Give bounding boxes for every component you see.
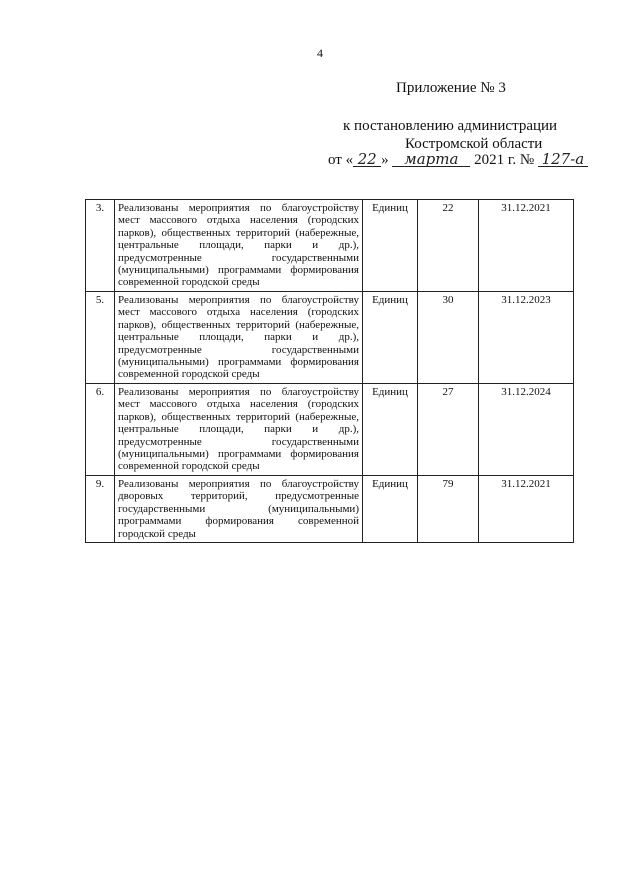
row-date: 31.12.2021 (479, 200, 574, 292)
appendix-title: Приложение № 3 (396, 80, 506, 96)
row-description: Реализованы мероприятия по благоустройству мест массового отдыха населения (городских парков), общественных территорий (набережные, центральные площади, парки и др.), предусмотренные государственными (муниципальными) программами формирования современной городской среды (115, 200, 363, 292)
row-unit: Единиц (363, 292, 418, 384)
row-unit: Единиц (363, 384, 418, 476)
indicators-table (85, 199, 574, 543)
row-value: 27 (418, 384, 479, 476)
row-date: 31.12.2024 (479, 384, 574, 476)
row-value: 22 (418, 200, 479, 292)
handwritten-month: марта (392, 152, 470, 167)
row-unit: Единиц (363, 476, 418, 543)
resolution-date-line (328, 152, 588, 169)
date-prefix: от « (328, 152, 354, 168)
date-quote-close: » (381, 152, 389, 168)
resolution-line: к постановлению администрации (343, 118, 558, 134)
table-row (86, 384, 574, 476)
row-number: 3. (86, 200, 115, 292)
table-row (86, 292, 574, 384)
row-value: 30 (418, 292, 479, 384)
row-date: 31.12.2023 (479, 292, 574, 384)
row-date: 31.12.2021 (479, 476, 574, 543)
region-line: Костромской области (405, 136, 543, 152)
handwritten-day: 22 (353, 152, 381, 167)
row-number: 5. (86, 292, 115, 384)
row-description: Реализованы мероприятия по благоустройству дворовых территорий, предусмотренные государственными (муниципальными) программами формирования современной городской среды (115, 476, 363, 543)
date-year-label: 2021 г. № (474, 152, 535, 168)
page-number: 4 (317, 46, 323, 60)
row-number: 9. (86, 476, 115, 543)
row-description: Реализованы мероприятия по благоустройству мест массового отдыха населения (городских парков), общественных территорий (набережные, центральные площади, парки и др.), предусмотренные государственными (муниципальными) программами формирования современной городской среды (115, 384, 363, 476)
handwritten-doc-number: 127-а (538, 152, 588, 167)
row-unit: Единиц (363, 200, 418, 292)
row-description: Реализованы мероприятия по благоустройству мест массового отдыха населения (городских парков), общественных территорий (набережные, центральные площади, парки и др.), предусмотренные государственными (муниципальными) программами формирования современной городской среды (115, 292, 363, 384)
row-number: 6. (86, 384, 115, 476)
table-row (86, 200, 574, 292)
row-value: 79 (418, 476, 479, 543)
table-row (86, 476, 574, 543)
